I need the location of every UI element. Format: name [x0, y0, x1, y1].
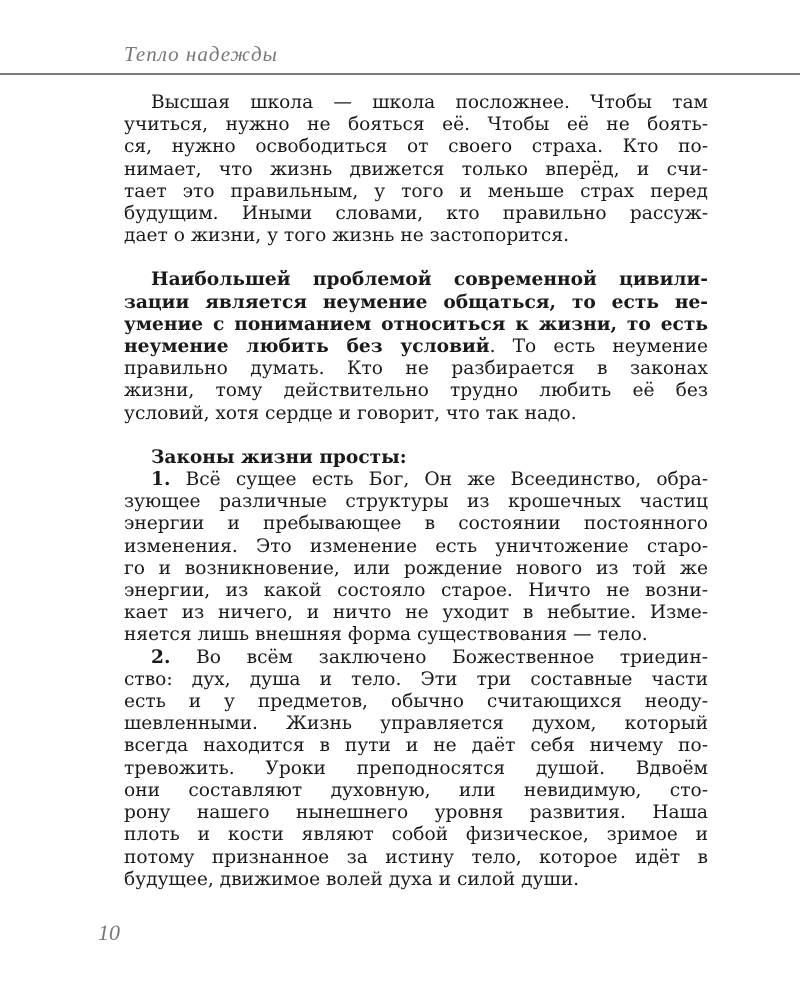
text-line: ство: дух, душа и тело. Эти три составные части [124, 668, 708, 690]
regular-phrase: . То есть неумение [489, 336, 708, 358]
bold-phrase: неумение любить без условий [124, 336, 490, 358]
mixed-text-line [124, 336, 708, 358]
text-line: плоть и кости являют собой физическое, зримое и [124, 824, 708, 846]
paragraph-2 [124, 269, 708, 424]
text-line: будущим. Иными словами, кто правильно рассуж- [124, 203, 708, 225]
text-line: энергии, из какой состояло старое. Ничто не возни- [124, 580, 708, 602]
paragraph-spacer [124, 425, 708, 447]
text-line: рону нашего нынешнего уровня развития. Наша [124, 802, 708, 824]
bold-text-line: Наибольшей проблемой современной цивили- [151, 269, 708, 291]
text-line: условий, хотя сердце и говорит, что так надо. [124, 402, 577, 424]
law-number: 2. [151, 646, 171, 668]
bold-text-line: умение с пониманием относиться к жизни, то есть [124, 313, 708, 335]
text-line: всегда находится в пути и не даёт себя ничему по- [124, 735, 708, 757]
text-line: тает это правильным, у того и меньше страх перед [124, 180, 708, 202]
text-line: кает из ничего, и ничто не уходит в небытие. Изме- [124, 602, 708, 624]
bold-text-line: зации является неумение общаться, то есть не- [124, 291, 708, 313]
text-line: энергии и пребывающее в состоянии постоянного [124, 513, 708, 535]
header-rule [0, 73, 800, 75]
law-2 [124, 647, 708, 891]
text-line: тревожить. Уроки преподносятся душой. Вдвоём [124, 757, 708, 779]
paragraph-1 [124, 92, 708, 247]
text-line: няется лишь внешняя форма существования — тело. [124, 624, 648, 646]
law-number: 1. [151, 469, 171, 491]
law-first-line [124, 469, 708, 491]
page-number: 10 [98, 920, 120, 945]
text-line: изменения. Это изменение есть уничтожение старо- [124, 535, 708, 557]
text-line: они составляют духовную, или невидимую, сто- [124, 779, 708, 801]
text-line: будущее, движимое волей духа и силой души. [124, 868, 580, 890]
text-line: Высшая школа — школа посложнее. Чтобы там [151, 92, 708, 113]
text-line: учиться, нужно не бояться её. Чтобы её не боять- [124, 114, 708, 136]
law-1 [124, 469, 708, 647]
text-line: потому признанное за истину тело, которое идёт в [124, 846, 708, 868]
page-body [124, 92, 708, 891]
text-line: зующее различные структуры из крошечных частиц [124, 491, 708, 513]
laws-heading: Законы жизни просты: [151, 446, 407, 468]
law-first-line [124, 647, 708, 669]
text-line: есть и у предметов, обычно считающихся неоду- [124, 691, 708, 713]
text-line: жизни, тому действительно трудно любить её без [124, 380, 708, 402]
text-line: ся, нужно освободиться от своего страха. Кто по- [124, 136, 708, 158]
text-line: шевленными. Жизнь управляется духом, который [124, 713, 708, 735]
law-text: Всё сущее есть Бог, Он же Всеединство, обра- [170, 469, 708, 491]
text-line: нимает, что жизнь движется только вперёд, и счи- [124, 158, 708, 180]
text-line: правильно думать. Кто не разбирается в законах [124, 358, 708, 380]
law-text: Во всём заключено Божественное триедин- [170, 646, 708, 668]
running-head-title: Тепло надежды [124, 42, 278, 66]
text-line: дает о жизни, у того жизнь не застопорится. [124, 225, 569, 247]
paragraph-spacer [124, 247, 708, 269]
text-line: го и возникновение, или рождение нового из той же [124, 557, 708, 579]
